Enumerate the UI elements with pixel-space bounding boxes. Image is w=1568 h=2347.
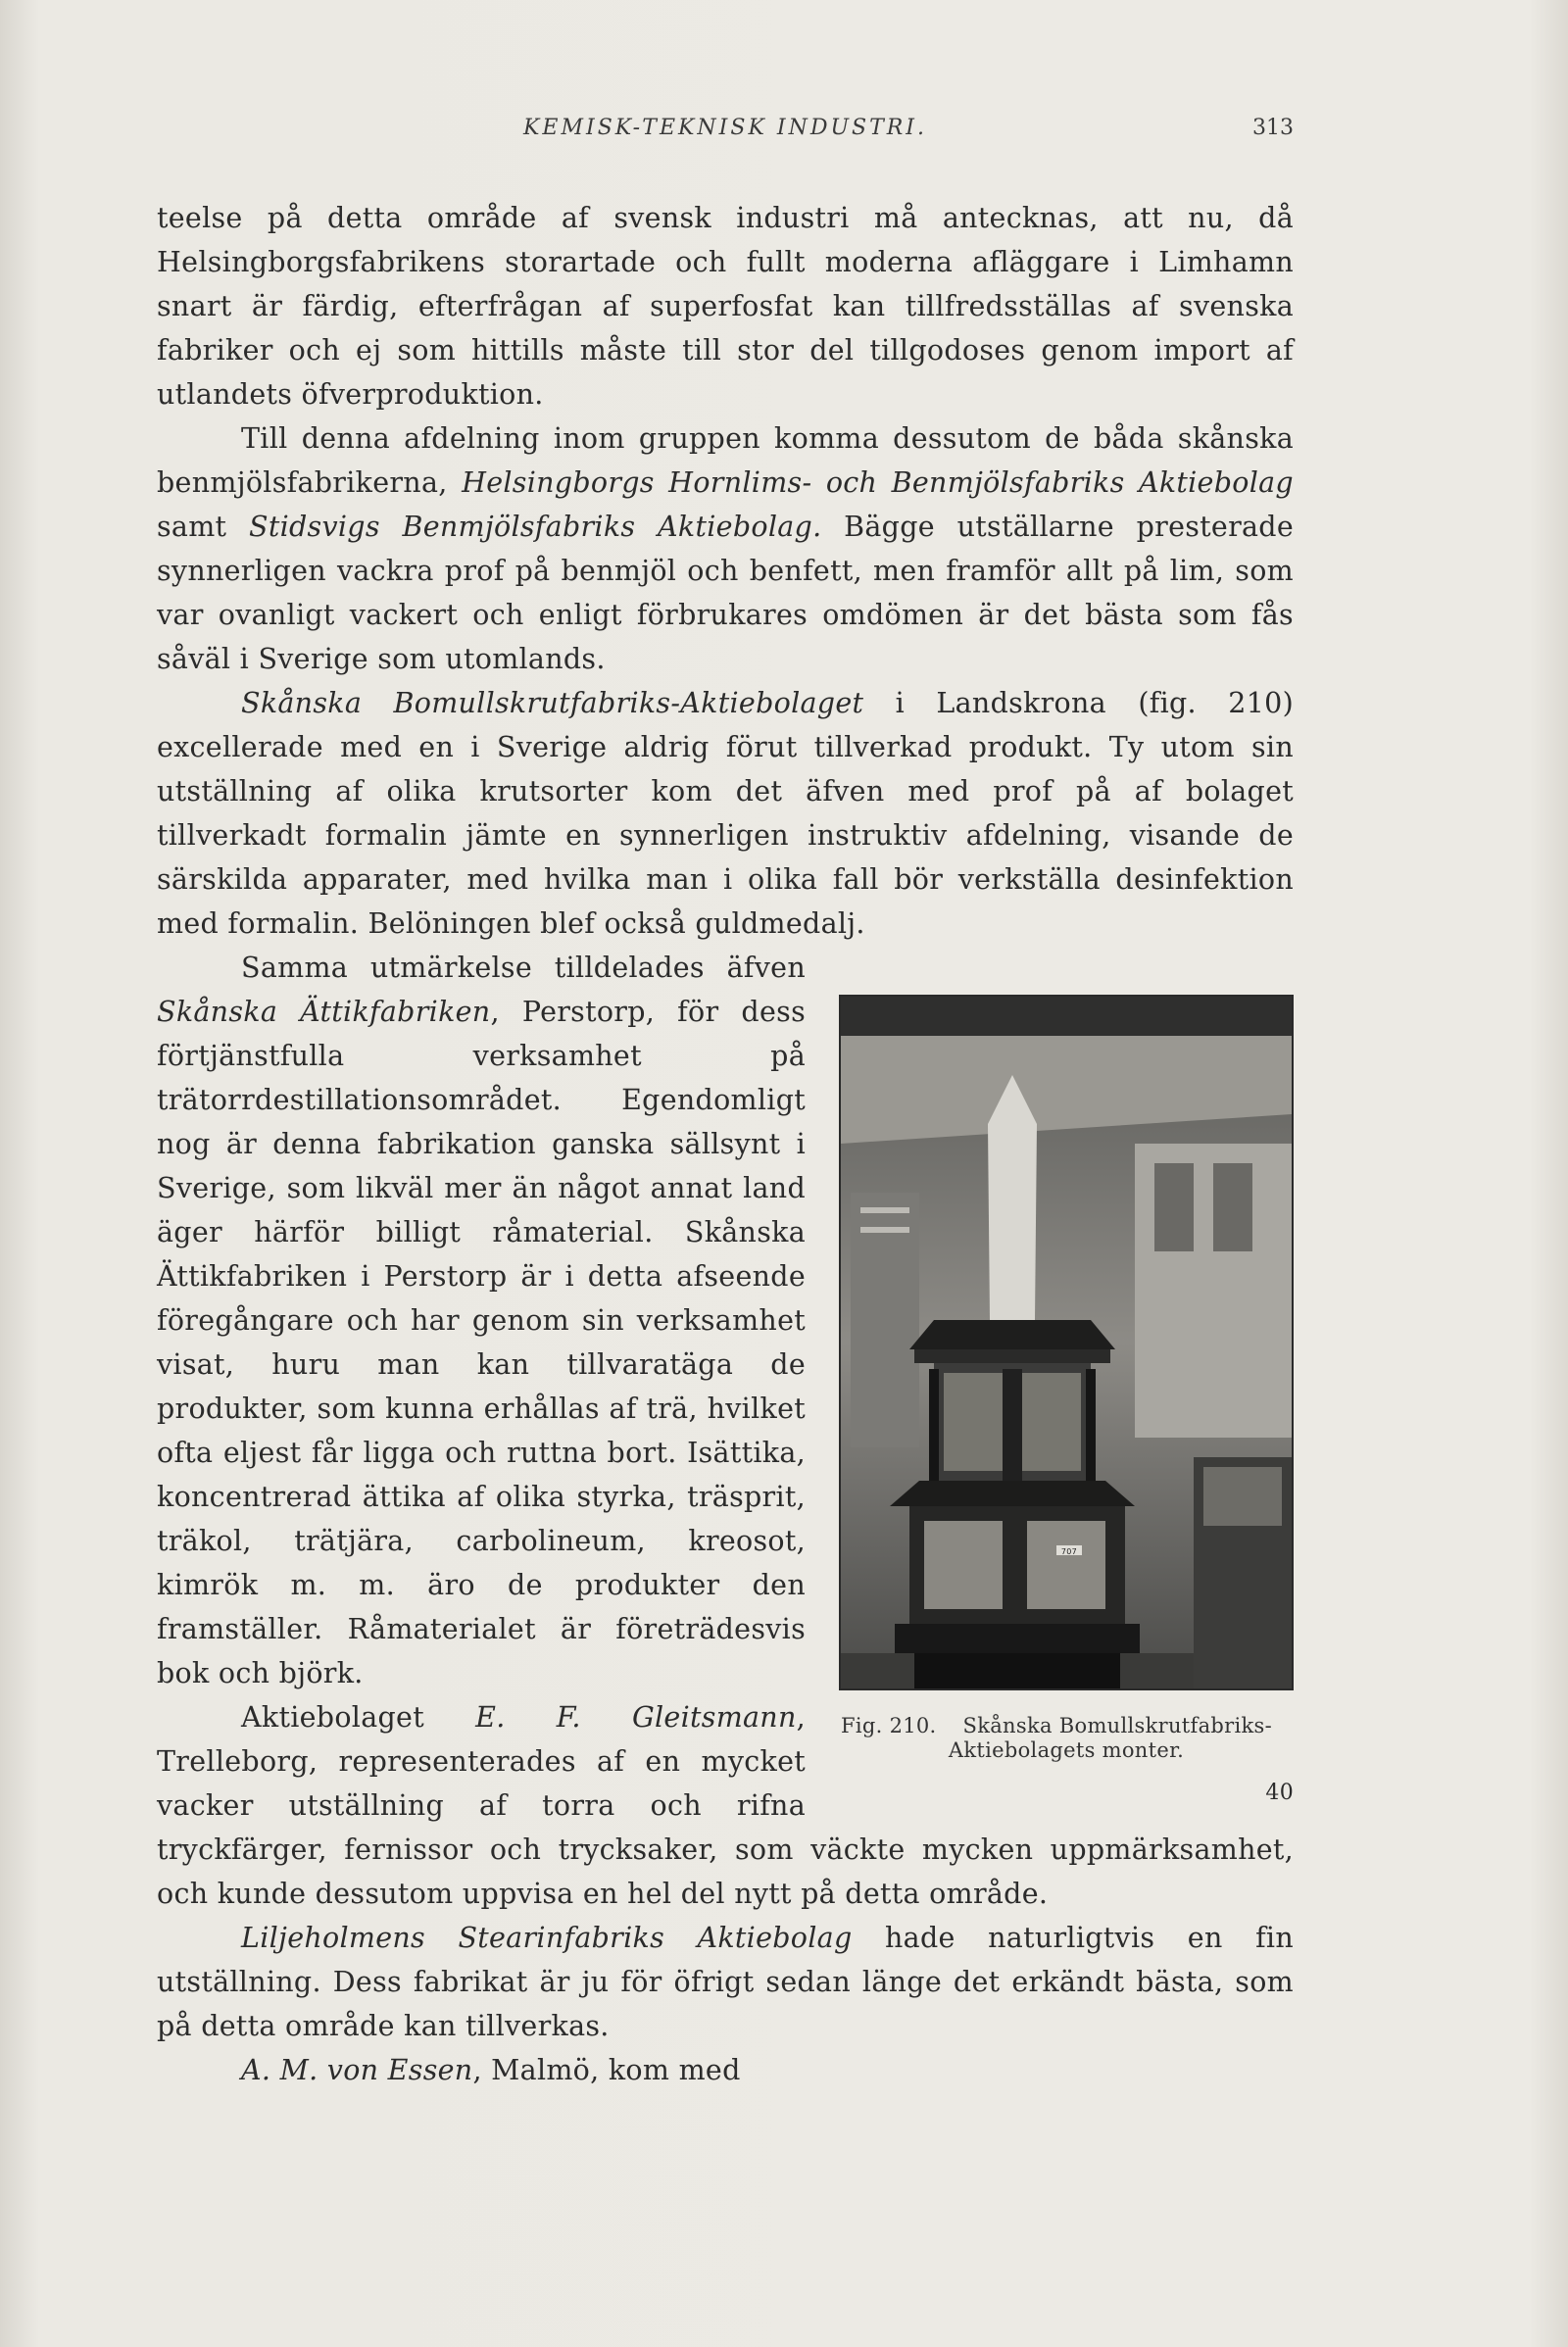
- exhibit-photo-image: [841, 997, 1292, 1688]
- text-run: , Trelleborg, representerades af en mycket vacker utställning af torra och rifna tryckfärger, fernissor och trycksaker, som väckte mycken uppmärksamhet, och kunde dessutom uppvisa en hel del nytt på detta område.: [157, 1701, 1294, 1910]
- paragraph-2: [157, 416, 1294, 681]
- company-name: Skånska Bomullskrutfabriks-Aktiebolaget: [241, 687, 864, 719]
- text-run: Samma utmärkelse tilldelades äfven: [241, 952, 806, 984]
- paragraph-7: [157, 2048, 1294, 2092]
- printer-signature: 40: [1265, 1781, 1294, 1805]
- company-name: Skånska Ättikfabriken: [157, 996, 491, 1028]
- running-title: KEMISK-TEKNISK INDUSTRI.: [523, 116, 927, 140]
- exhibit-photo: [839, 995, 1294, 1690]
- text-run: , Perstorp, för dess förtjänstfulla verksamhet på trätorrdestillationsområdet. Egendomligt nog är denna fabrikation ganska sällsynt i Sverige, som likväl mer än något annat land äger härför billigt råmaterial. Skånska Ättikfabriken i Perstorp är i detta afseende föregångare och har genom sin verksamhet visat, huru man kan tillvaratäga de produkter, som kunna erhållas af trä, hvilket ofta eljest får ligga och ruttna bort. Isättika, koncentrerad ättika af olika styrka, träsprit, träkol, trätjära, carbolineum, kreosot, kimrök m. m. äro de produkter den framställer. Råmaterialet är företrädesvis bok och björk.: [157, 996, 806, 1689]
- company-name: Stidsvigs Benmjölsfabriks Aktiebolag.: [249, 511, 822, 543]
- text-run: Bägge utställarne presterade synnerligen vackra prof på benmjöl och benfett, men framför allt på lim, som var ovanligt vackert och enligt förbrukares omdömen är det bästa som fås såväl i Sverige som utomlands.: [157, 511, 1295, 675]
- running-header: [157, 116, 1294, 149]
- body-text: [157, 196, 1294, 2092]
- figure-number: Fig. 210.: [840, 1714, 937, 1737]
- page-number: 313: [1252, 116, 1294, 140]
- text-run: Aktiebolaget: [241, 1701, 476, 1734]
- company-name: E. F. Gleitsmann: [475, 1701, 797, 1734]
- figure-caption-text: Skånska Bomullskrutfabriks-Aktiebolagets monter.: [948, 1714, 1273, 1762]
- text-run: samt: [157, 511, 250, 543]
- person-name: A. M. von Essen: [241, 2054, 473, 2086]
- text-run: , Malmö, kom med: [472, 2054, 741, 2086]
- figure-caption: [839, 1714, 1294, 1763]
- paragraph-3: [157, 681, 1294, 946]
- paragraph-6: [157, 1916, 1294, 2048]
- text-run: i Landskrona (fig. 210) excellerade med en i Sverige aldrig förut tillverkad produkt. Ty utom sin utställning af olika krutsorter kom det äfven med prof på af bolaget tillverkadt formalin jämte en synnerligen instruktiv afdelning, visande de särskilda apparater, med hvilka man i olika fall bör verkställa desinfektion med formalin. Belöningen blef också guldmedalj.: [157, 687, 1294, 940]
- company-name: Liljeholmens Stearinfabriks Aktiebolag: [241, 1922, 853, 1954]
- paragraph-1: teelse på detta område af svensk industri må antecknas, att nu, då Helsingborgsfabrikens storartade och fullt moderna afläggare i Limhamn snart är färdig, efterfrågan af superfosfat kan tillfredsställas af svenska fabriker och ej som hittills måste till stor del tillgodoses genom import af utlandets öfverproduktion.: [157, 202, 1294, 411]
- exhibit-number: 707: [1060, 1547, 1078, 1556]
- text-run: Till denna afdelning inom gruppen komma dessutom de båda skånska benmjölsfabrikerna,: [157, 422, 1294, 499]
- figure-210: [839, 995, 1294, 1815]
- text-run: hade naturligtvis en fin utställning. Dess fabrikat är ju för öfrigt sedan länge det erkändt bästa, som på detta område kan tillverkas.: [157, 1922, 1294, 2042]
- company-name: Helsingborgs Hornlims- och Benmjölsfabriks Aktiebolag: [462, 466, 1294, 499]
